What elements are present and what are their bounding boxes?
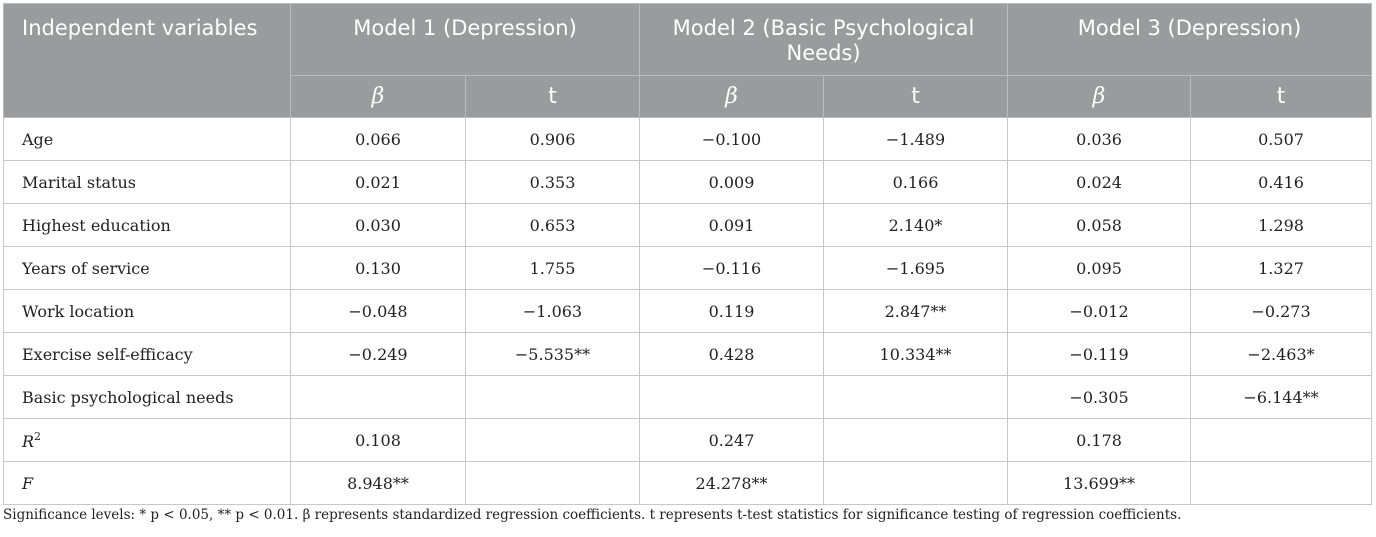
cell-m3b: 0.095 bbox=[1008, 247, 1191, 290]
table-row bbox=[4, 204, 1372, 247]
cell-m3b: 0.058 bbox=[1008, 204, 1191, 247]
cell-m1b: 0.030 bbox=[291, 204, 466, 247]
cell-m1t: 1.755 bbox=[466, 247, 640, 290]
cell-m2t bbox=[824, 376, 1008, 419]
cell-m1b: −0.048 bbox=[291, 290, 466, 333]
row-label: Exercise self-efficacy bbox=[4, 333, 291, 376]
cell-m2t: −1.695 bbox=[824, 247, 1008, 290]
f-model-2: 24.278** bbox=[640, 462, 824, 505]
cell-m3b: −0.012 bbox=[1008, 290, 1191, 333]
row-label: Marital status bbox=[4, 161, 291, 204]
table-header bbox=[4, 4, 1372, 118]
cell-m3t: 1.327 bbox=[1191, 247, 1372, 290]
header-m1-t: t bbox=[466, 76, 640, 118]
cell-m3b: 0.024 bbox=[1008, 161, 1191, 204]
r2-symbol: R bbox=[22, 431, 35, 451]
row-label-f bbox=[4, 462, 291, 505]
header-model-1: Model 1 (Depression) bbox=[291, 4, 640, 76]
row-label: Years of service bbox=[4, 247, 291, 290]
table-row bbox=[4, 290, 1372, 333]
header-independent-variables: Independent variables bbox=[4, 4, 291, 118]
cell-m3t: −2.463* bbox=[1191, 333, 1372, 376]
table-row bbox=[4, 118, 1372, 161]
cell-m2b: 0.091 bbox=[640, 204, 824, 247]
header-m2-beta: β bbox=[640, 76, 824, 118]
cell-m3b: −0.119 bbox=[1008, 333, 1191, 376]
cell-m2b: 0.428 bbox=[640, 333, 824, 376]
f-symbol: F bbox=[22, 473, 34, 493]
table-row bbox=[4, 333, 1372, 376]
cell-m2b bbox=[640, 376, 824, 419]
row-label: Work location bbox=[4, 290, 291, 333]
cell-m1b: 0.021 bbox=[291, 161, 466, 204]
cell-m1t: 0.353 bbox=[466, 161, 640, 204]
r2-model-3: 0.178 bbox=[1008, 419, 1191, 462]
empty-cell bbox=[466, 419, 640, 462]
empty-cell bbox=[1191, 419, 1372, 462]
empty-cell bbox=[1191, 462, 1372, 505]
cell-m1b: 0.130 bbox=[291, 247, 466, 290]
header-m3-t: t bbox=[1191, 76, 1372, 118]
cell-m3t: 0.507 bbox=[1191, 118, 1372, 161]
row-label: Basic psychological needs bbox=[4, 376, 291, 419]
table-row bbox=[4, 376, 1372, 419]
cell-m2b: 0.119 bbox=[640, 290, 824, 333]
table-body bbox=[4, 118, 1372, 505]
cell-m3t: 1.298 bbox=[1191, 204, 1372, 247]
table-footnote: Significance levels: * p < 0.05, ** p < 0.01. β represents standardized regression coefficients. t represents t-test statistics for significance testing of regression coefficients. bbox=[3, 507, 1182, 523]
empty-cell bbox=[466, 462, 640, 505]
cell-m1t: −5.535** bbox=[466, 333, 640, 376]
cell-m3b: −0.305 bbox=[1008, 376, 1191, 419]
cell-m1t: 0.653 bbox=[466, 204, 640, 247]
table-row-r2 bbox=[4, 419, 1372, 462]
cell-m3t: 0.416 bbox=[1191, 161, 1372, 204]
table-row bbox=[4, 161, 1372, 204]
cell-m1t: 0.906 bbox=[466, 118, 640, 161]
table-row-f bbox=[4, 462, 1372, 505]
empty-cell bbox=[824, 462, 1008, 505]
header-model-2: Model 2 (Basic Psychological Needs) bbox=[640, 4, 1008, 76]
r2-superscript: 2 bbox=[34, 429, 42, 443]
header-m2-t: t bbox=[824, 76, 1008, 118]
cell-m3b: 0.036 bbox=[1008, 118, 1191, 161]
empty-cell bbox=[824, 419, 1008, 462]
table-row bbox=[4, 247, 1372, 290]
cell-m2t: −1.489 bbox=[824, 118, 1008, 161]
cell-m2t: 2.140* bbox=[824, 204, 1008, 247]
cell-m1t bbox=[466, 376, 640, 419]
r2-model-2: 0.247 bbox=[640, 419, 824, 462]
regression-table bbox=[3, 3, 1372, 505]
header-m1-beta: β bbox=[291, 76, 466, 118]
row-label: Highest education bbox=[4, 204, 291, 247]
cell-m2t: 0.166 bbox=[824, 161, 1008, 204]
cell-m2b: −0.100 bbox=[640, 118, 824, 161]
cell-m3t: −0.273 bbox=[1191, 290, 1372, 333]
cell-m2t: 2.847** bbox=[824, 290, 1008, 333]
f-model-1: 8.948** bbox=[291, 462, 466, 505]
cell-m1b: −0.249 bbox=[291, 333, 466, 376]
cell-m3t: −6.144** bbox=[1191, 376, 1372, 419]
header-m3-beta: β bbox=[1008, 76, 1191, 118]
cell-m1t: −1.063 bbox=[466, 290, 640, 333]
r2-model-1: 0.108 bbox=[291, 419, 466, 462]
f-model-3: 13.699** bbox=[1008, 462, 1191, 505]
cell-m2b: 0.009 bbox=[640, 161, 824, 204]
cell-m2b: −0.116 bbox=[640, 247, 824, 290]
row-label: Age bbox=[4, 118, 291, 161]
cell-m1b bbox=[291, 376, 466, 419]
row-label-r2 bbox=[4, 419, 291, 462]
cell-m1b: 0.066 bbox=[291, 118, 466, 161]
header-model-3: Model 3 (Depression) bbox=[1008, 4, 1372, 76]
cell-m2t: 10.334** bbox=[824, 333, 1008, 376]
